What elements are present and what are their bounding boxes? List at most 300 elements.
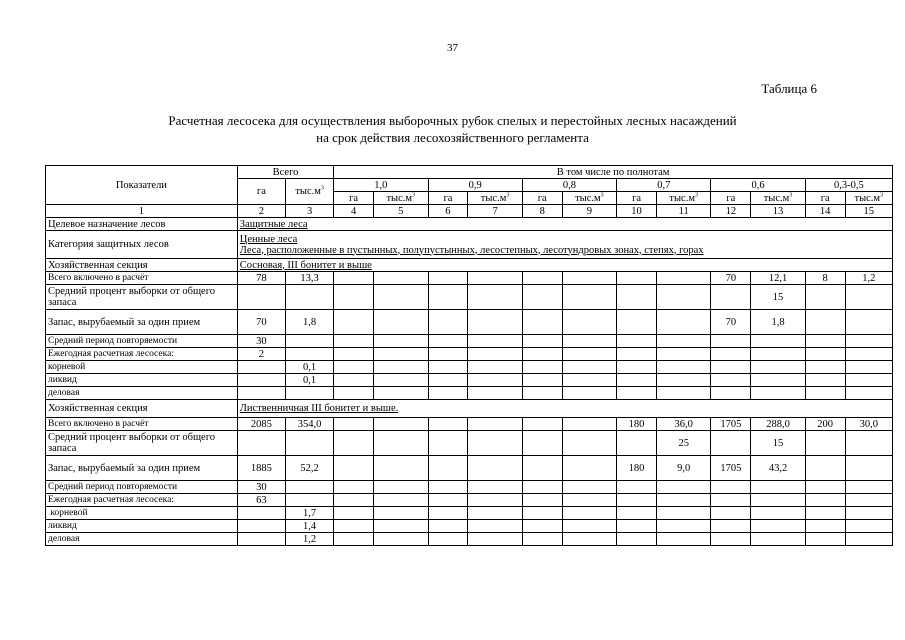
- table-cell: [805, 494, 845, 507]
- table-cell: 30,0: [845, 418, 892, 431]
- table-cell: [522, 272, 562, 285]
- table-cell: 1,2: [286, 533, 334, 546]
- table-cell: [286, 494, 334, 507]
- table-cell: 43,2: [751, 456, 806, 481]
- table-cell: 13,3: [286, 272, 334, 285]
- table-cell: [468, 481, 523, 494]
- row-vsego_vkl: [46, 272, 893, 285]
- table-cell: [286, 481, 334, 494]
- table-cell: [617, 481, 657, 494]
- table-cell: [711, 335, 751, 348]
- header-tys: $тыс.м^3$: [468, 192, 523, 205]
- value-sekcia-1: Сосновая, III бонитет и выше: [237, 259, 892, 272]
- table-cell: [468, 520, 523, 533]
- table-cell: [334, 374, 374, 387]
- table-cell: [656, 374, 711, 387]
- table-cell: [334, 481, 374, 494]
- table-cell: [711, 481, 751, 494]
- table-cell: [751, 520, 806, 533]
- table-cell: 9,0: [656, 456, 711, 481]
- table-cell: [468, 348, 523, 361]
- header-v-tom-chisle: В том числе по полнотам: [334, 166, 893, 179]
- table-cell: [751, 348, 806, 361]
- header-vsego: Всего: [237, 166, 333, 179]
- table-cell: [711, 494, 751, 507]
- row-label: Средний период повторяемости: [46, 481, 238, 494]
- row-label: корневой: [46, 507, 238, 520]
- value-sekcia-2: Лиственничная III бонитет и выше.: [237, 400, 892, 418]
- row-sred_proc: [46, 285, 893, 310]
- column-number: 9: [562, 205, 617, 218]
- table-cell: 15: [751, 431, 806, 456]
- value-kategoria: Ценные леса Леса, расположенные в пустынных, полупустынных, лесостепных, лесотундровых зонах, степях, горах: [237, 231, 892, 259]
- column-number: 1: [46, 205, 238, 218]
- table-cell: [805, 520, 845, 533]
- row-kornevoy: [46, 361, 893, 374]
- column-number: 11: [656, 205, 711, 218]
- table-cell: [522, 431, 562, 456]
- table-cell: [617, 387, 657, 400]
- header-ga: га: [805, 192, 845, 205]
- table-cell: [522, 348, 562, 361]
- table-cell: [617, 507, 657, 520]
- table-cell: [374, 520, 429, 533]
- header-density: 0,8: [522, 179, 616, 192]
- table-cell: [286, 387, 334, 400]
- table-cell: [562, 374, 617, 387]
- row-ezhegod: [46, 348, 893, 361]
- table-cell: [522, 456, 562, 481]
- table-cell: [522, 387, 562, 400]
- table-cell: [845, 494, 892, 507]
- table-cell: [845, 507, 892, 520]
- row-vsego_vkl: [46, 418, 893, 431]
- row-zapas: [46, 310, 893, 335]
- table-cell: [751, 335, 806, 348]
- table-cell: [468, 374, 523, 387]
- table-cell: [468, 418, 523, 431]
- header-ga: га: [617, 192, 657, 205]
- table-cell: 8: [805, 272, 845, 285]
- table-cell: [468, 387, 523, 400]
- column-number: 12: [711, 205, 751, 218]
- table-cell: [805, 387, 845, 400]
- table-cell: [374, 533, 429, 546]
- table-cell: [562, 494, 617, 507]
- table-cell: [522, 361, 562, 374]
- header-ga: га: [522, 192, 562, 205]
- table-cell: [334, 348, 374, 361]
- table-cell: [617, 335, 657, 348]
- table-cell: 200: [805, 418, 845, 431]
- table-cell: [805, 335, 845, 348]
- row-label: Ежегодная расчетная лесосека:: [46, 494, 238, 507]
- table-cell: 288,0: [751, 418, 806, 431]
- header-pokazateli: Показатели: [46, 166, 238, 205]
- header-ga: га: [334, 192, 374, 205]
- table-cell: [845, 533, 892, 546]
- column-number: 4: [334, 205, 374, 218]
- row-label: корневой: [46, 361, 238, 374]
- header-tys: $тыс.м^3$: [374, 192, 429, 205]
- table-cell: [334, 285, 374, 310]
- table-cell: 30: [237, 335, 285, 348]
- table-cell: [522, 374, 562, 387]
- table-cell: [711, 285, 751, 310]
- table-cell: [374, 507, 429, 520]
- table-cell: [617, 520, 657, 533]
- label-sekcia: Хозяйственная секция: [46, 400, 238, 418]
- table-cell: [656, 481, 711, 494]
- title-line-1: Расчетная лесосека для осуществления выборочных рубок спелых и перестойных лесных насаждений: [168, 113, 737, 128]
- table-cell: [845, 285, 892, 310]
- row-label: Всего включено в расчёт: [46, 272, 238, 285]
- table-cell: [374, 361, 429, 374]
- table-cell: [562, 310, 617, 335]
- table-cell: [522, 494, 562, 507]
- column-number: 5: [374, 205, 429, 218]
- table-cell: [468, 507, 523, 520]
- label-sekcia: Хозяйственная секция: [46, 259, 238, 272]
- table-cell: [562, 272, 617, 285]
- table-cell: [522, 418, 562, 431]
- table-cell: [374, 494, 429, 507]
- table-cell: 70: [711, 272, 751, 285]
- table-cell: 63: [237, 494, 285, 507]
- table-cell: [751, 507, 806, 520]
- table-cell: [562, 456, 617, 481]
- row-delovaya: [46, 533, 893, 546]
- column-number: 15: [845, 205, 892, 218]
- table-cell: 0,1: [286, 374, 334, 387]
- table-cell: 1705: [711, 456, 751, 481]
- table-cell: [334, 361, 374, 374]
- column-number-row: [46, 205, 893, 218]
- table-cell: [805, 285, 845, 310]
- table-cell: [562, 431, 617, 456]
- table-cell: [428, 285, 468, 310]
- table-cell: [656, 335, 711, 348]
- column-number: 7: [468, 205, 523, 218]
- row-sred_period: [46, 481, 893, 494]
- column-number: 3: [286, 205, 334, 218]
- table-cell: [562, 361, 617, 374]
- table-cell: [286, 348, 334, 361]
- table-cell: [468, 310, 523, 335]
- table-cell: [334, 494, 374, 507]
- table-cell: 1,4: [286, 520, 334, 533]
- table-cell: [845, 335, 892, 348]
- table-cell: [805, 533, 845, 546]
- table-cell: [805, 507, 845, 520]
- table-cell: [845, 431, 892, 456]
- table-cell: 2085: [237, 418, 285, 431]
- table-cell: [751, 533, 806, 546]
- table-cell: [334, 272, 374, 285]
- table-cell: [237, 507, 285, 520]
- row-ezhegod: [46, 494, 893, 507]
- header-density: 0,6: [711, 179, 805, 192]
- row-label: деловая: [46, 533, 238, 546]
- table-cell: [428, 431, 468, 456]
- table-title: [0, 112, 905, 146]
- table-cell: [805, 431, 845, 456]
- table-cell: [711, 348, 751, 361]
- row-label: Запас, вырубаемый за один прием: [46, 456, 238, 481]
- row-sekcia-1: [46, 259, 893, 272]
- table-cell: [428, 310, 468, 335]
- table-cell: 30: [237, 481, 285, 494]
- table-cell: [237, 520, 285, 533]
- row-label: Всего включено в расчёт: [46, 418, 238, 431]
- table-cell: [617, 494, 657, 507]
- table-cell: [711, 507, 751, 520]
- table-cell: [428, 335, 468, 348]
- column-number: 6: [428, 205, 468, 218]
- table-cell: [428, 272, 468, 285]
- table-cell: [711, 533, 751, 546]
- table-cell: [617, 348, 657, 361]
- row-label: ликвид: [46, 374, 238, 387]
- table-cell: [656, 272, 711, 285]
- table-label: Таблица 6: [761, 81, 817, 96]
- table-cell: 1,2: [845, 272, 892, 285]
- table-cell: [237, 387, 285, 400]
- header-vsego-tys: $тыс.м^3$: [286, 179, 334, 205]
- table-cell: [334, 456, 374, 481]
- table-cell: [805, 310, 845, 335]
- table-cell: [374, 431, 429, 456]
- column-number: 2: [237, 205, 285, 218]
- table-cell: [562, 533, 617, 546]
- table-cell: [656, 310, 711, 335]
- table-cell: [334, 533, 374, 546]
- table-cell: [468, 431, 523, 456]
- header-tys: $тыс.м^3$: [562, 192, 617, 205]
- row-label: Средний период повторяемости: [46, 335, 238, 348]
- table-cell: [617, 272, 657, 285]
- label-naznachenie: Целевое назначение лесов: [46, 218, 238, 231]
- table-cell: [656, 348, 711, 361]
- table-cell: [374, 272, 429, 285]
- table-cell: [656, 507, 711, 520]
- table-cell: [562, 387, 617, 400]
- table-cell: [468, 272, 523, 285]
- table-cell: [428, 361, 468, 374]
- row-sred_period: [46, 335, 893, 348]
- value-naznachenie: Защитные леса: [237, 218, 892, 231]
- table-cell: [805, 456, 845, 481]
- row-sred_proc: [46, 431, 893, 456]
- header-row-1: [46, 166, 893, 179]
- table-cell: [845, 374, 892, 387]
- table-cell: [374, 481, 429, 494]
- header-density: 1,0: [334, 179, 428, 192]
- table-cell: 180: [617, 456, 657, 481]
- table-cell: 12,1: [751, 272, 806, 285]
- column-number: 8: [522, 205, 562, 218]
- table-cell: [711, 361, 751, 374]
- table-cell: [428, 387, 468, 400]
- table-cell: [845, 481, 892, 494]
- table-cell: [805, 374, 845, 387]
- header-density: 0,9: [428, 179, 522, 192]
- table-cell: [562, 285, 617, 310]
- header-density: 0,7: [617, 179, 711, 192]
- table-cell: [805, 348, 845, 361]
- table-cell: [334, 431, 374, 456]
- table-cell: [468, 335, 523, 348]
- title-line-2: на срок действия лесохозяйственного регламента: [316, 130, 589, 145]
- table-cell: [522, 533, 562, 546]
- table-cell: [617, 361, 657, 374]
- table-cell: [711, 387, 751, 400]
- table-cell: [562, 335, 617, 348]
- table-cell: [428, 520, 468, 533]
- table-cell: [428, 456, 468, 481]
- table-cell: [805, 361, 845, 374]
- table-cell: [468, 533, 523, 546]
- table-cell: [617, 431, 657, 456]
- table-cell: 1,8: [751, 310, 806, 335]
- table-cell: [334, 418, 374, 431]
- table-cell: [334, 387, 374, 400]
- table-cell: [468, 361, 523, 374]
- header-tys: $тыс.м^3$: [845, 192, 892, 205]
- table-cell: 1885: [237, 456, 285, 481]
- table-cell: [617, 310, 657, 335]
- table-cell: [656, 361, 711, 374]
- row-zapas: [46, 456, 893, 481]
- table-cell: [374, 456, 429, 481]
- table-cell: [374, 310, 429, 335]
- table-cell: [845, 348, 892, 361]
- row-label: деловая: [46, 387, 238, 400]
- table-cell: [711, 374, 751, 387]
- table-cell: 78: [237, 272, 285, 285]
- table-cell: [428, 418, 468, 431]
- table-cell: [751, 387, 806, 400]
- table-cell: [711, 431, 751, 456]
- table-cell: [562, 520, 617, 533]
- table-cell: [237, 361, 285, 374]
- table-cell: [656, 494, 711, 507]
- table-cell: 36,0: [656, 418, 711, 431]
- row-kategoria: [46, 231, 893, 259]
- header-ga: га: [428, 192, 468, 205]
- table-cell: [237, 431, 285, 456]
- table-cell: [334, 520, 374, 533]
- table-cell: [286, 431, 334, 456]
- table-cell: [522, 520, 562, 533]
- table-cell: [617, 533, 657, 546]
- lesoseka-table: [45, 165, 893, 546]
- table-cell: [374, 348, 429, 361]
- table-cell: [562, 348, 617, 361]
- table-cell: [617, 285, 657, 310]
- row-kornevoy: [46, 507, 893, 520]
- table-cell: [374, 374, 429, 387]
- table-cell: 180: [617, 418, 657, 431]
- header-ga: га: [711, 192, 751, 205]
- column-number: 14: [805, 205, 845, 218]
- table-cell: 15: [751, 285, 806, 310]
- table-cell: [656, 285, 711, 310]
- table-cell: [845, 387, 892, 400]
- table-cell: 354,0: [286, 418, 334, 431]
- table-cell: [237, 374, 285, 387]
- table-cell: [522, 285, 562, 310]
- row-label: Запас, вырубаемый за один прием: [46, 310, 238, 335]
- table-cell: 1705: [711, 418, 751, 431]
- table-cell: [468, 456, 523, 481]
- table-cell: [562, 481, 617, 494]
- table-cell: [845, 310, 892, 335]
- table-cell: [468, 494, 523, 507]
- table-cell: 25: [656, 431, 711, 456]
- table-cell: [468, 285, 523, 310]
- table-cell: [751, 481, 806, 494]
- table-cell: [751, 494, 806, 507]
- header-vsego-ga: га: [237, 179, 285, 205]
- table-cell: 70: [711, 310, 751, 335]
- table-cell: 1,8: [286, 310, 334, 335]
- page-number: 37: [447, 42, 458, 54]
- table-cell: 70: [237, 310, 285, 335]
- row-delovaya: [46, 387, 893, 400]
- table-cell: [522, 335, 562, 348]
- table-cell: [845, 456, 892, 481]
- table-cell: [562, 418, 617, 431]
- row-label: Средний процент выборки от общего запаса: [46, 285, 238, 310]
- table-cell: [428, 348, 468, 361]
- row-likvid: [46, 374, 893, 387]
- table-cell: [617, 374, 657, 387]
- table-cell: [845, 361, 892, 374]
- table-cell: 0,1: [286, 361, 334, 374]
- table-cell: 2: [237, 348, 285, 361]
- table-cell: [522, 507, 562, 520]
- table-cell: [428, 533, 468, 546]
- row-likvid: [46, 520, 893, 533]
- table-cell: [711, 520, 751, 533]
- table-cell: [751, 374, 806, 387]
- table-cell: [237, 533, 285, 546]
- table-cell: [428, 481, 468, 494]
- table-cell: [237, 285, 285, 310]
- table-cell: [562, 507, 617, 520]
- table-cell: [751, 361, 806, 374]
- table-cell: [522, 310, 562, 335]
- row-sekcia-2: [46, 400, 893, 418]
- row-label: Ежегодная расчетная лесосека:: [46, 348, 238, 361]
- column-number: 10: [617, 205, 657, 218]
- table-cell: [334, 335, 374, 348]
- table-cell: [656, 520, 711, 533]
- row-label: Средний процент выборки от общего запаса: [46, 431, 238, 456]
- table-cell: [428, 507, 468, 520]
- label-kategoria: Категория защитных лесов: [46, 231, 238, 259]
- table-cell: 52,2: [286, 456, 334, 481]
- table-cell: [334, 507, 374, 520]
- table-cell: [286, 335, 334, 348]
- table-cell: [286, 285, 334, 310]
- table-cell: [334, 310, 374, 335]
- table-cell: [374, 387, 429, 400]
- table-cell: [656, 387, 711, 400]
- row-naznachenie: [46, 218, 893, 231]
- header-tys: $тыс.м^3$: [656, 192, 711, 205]
